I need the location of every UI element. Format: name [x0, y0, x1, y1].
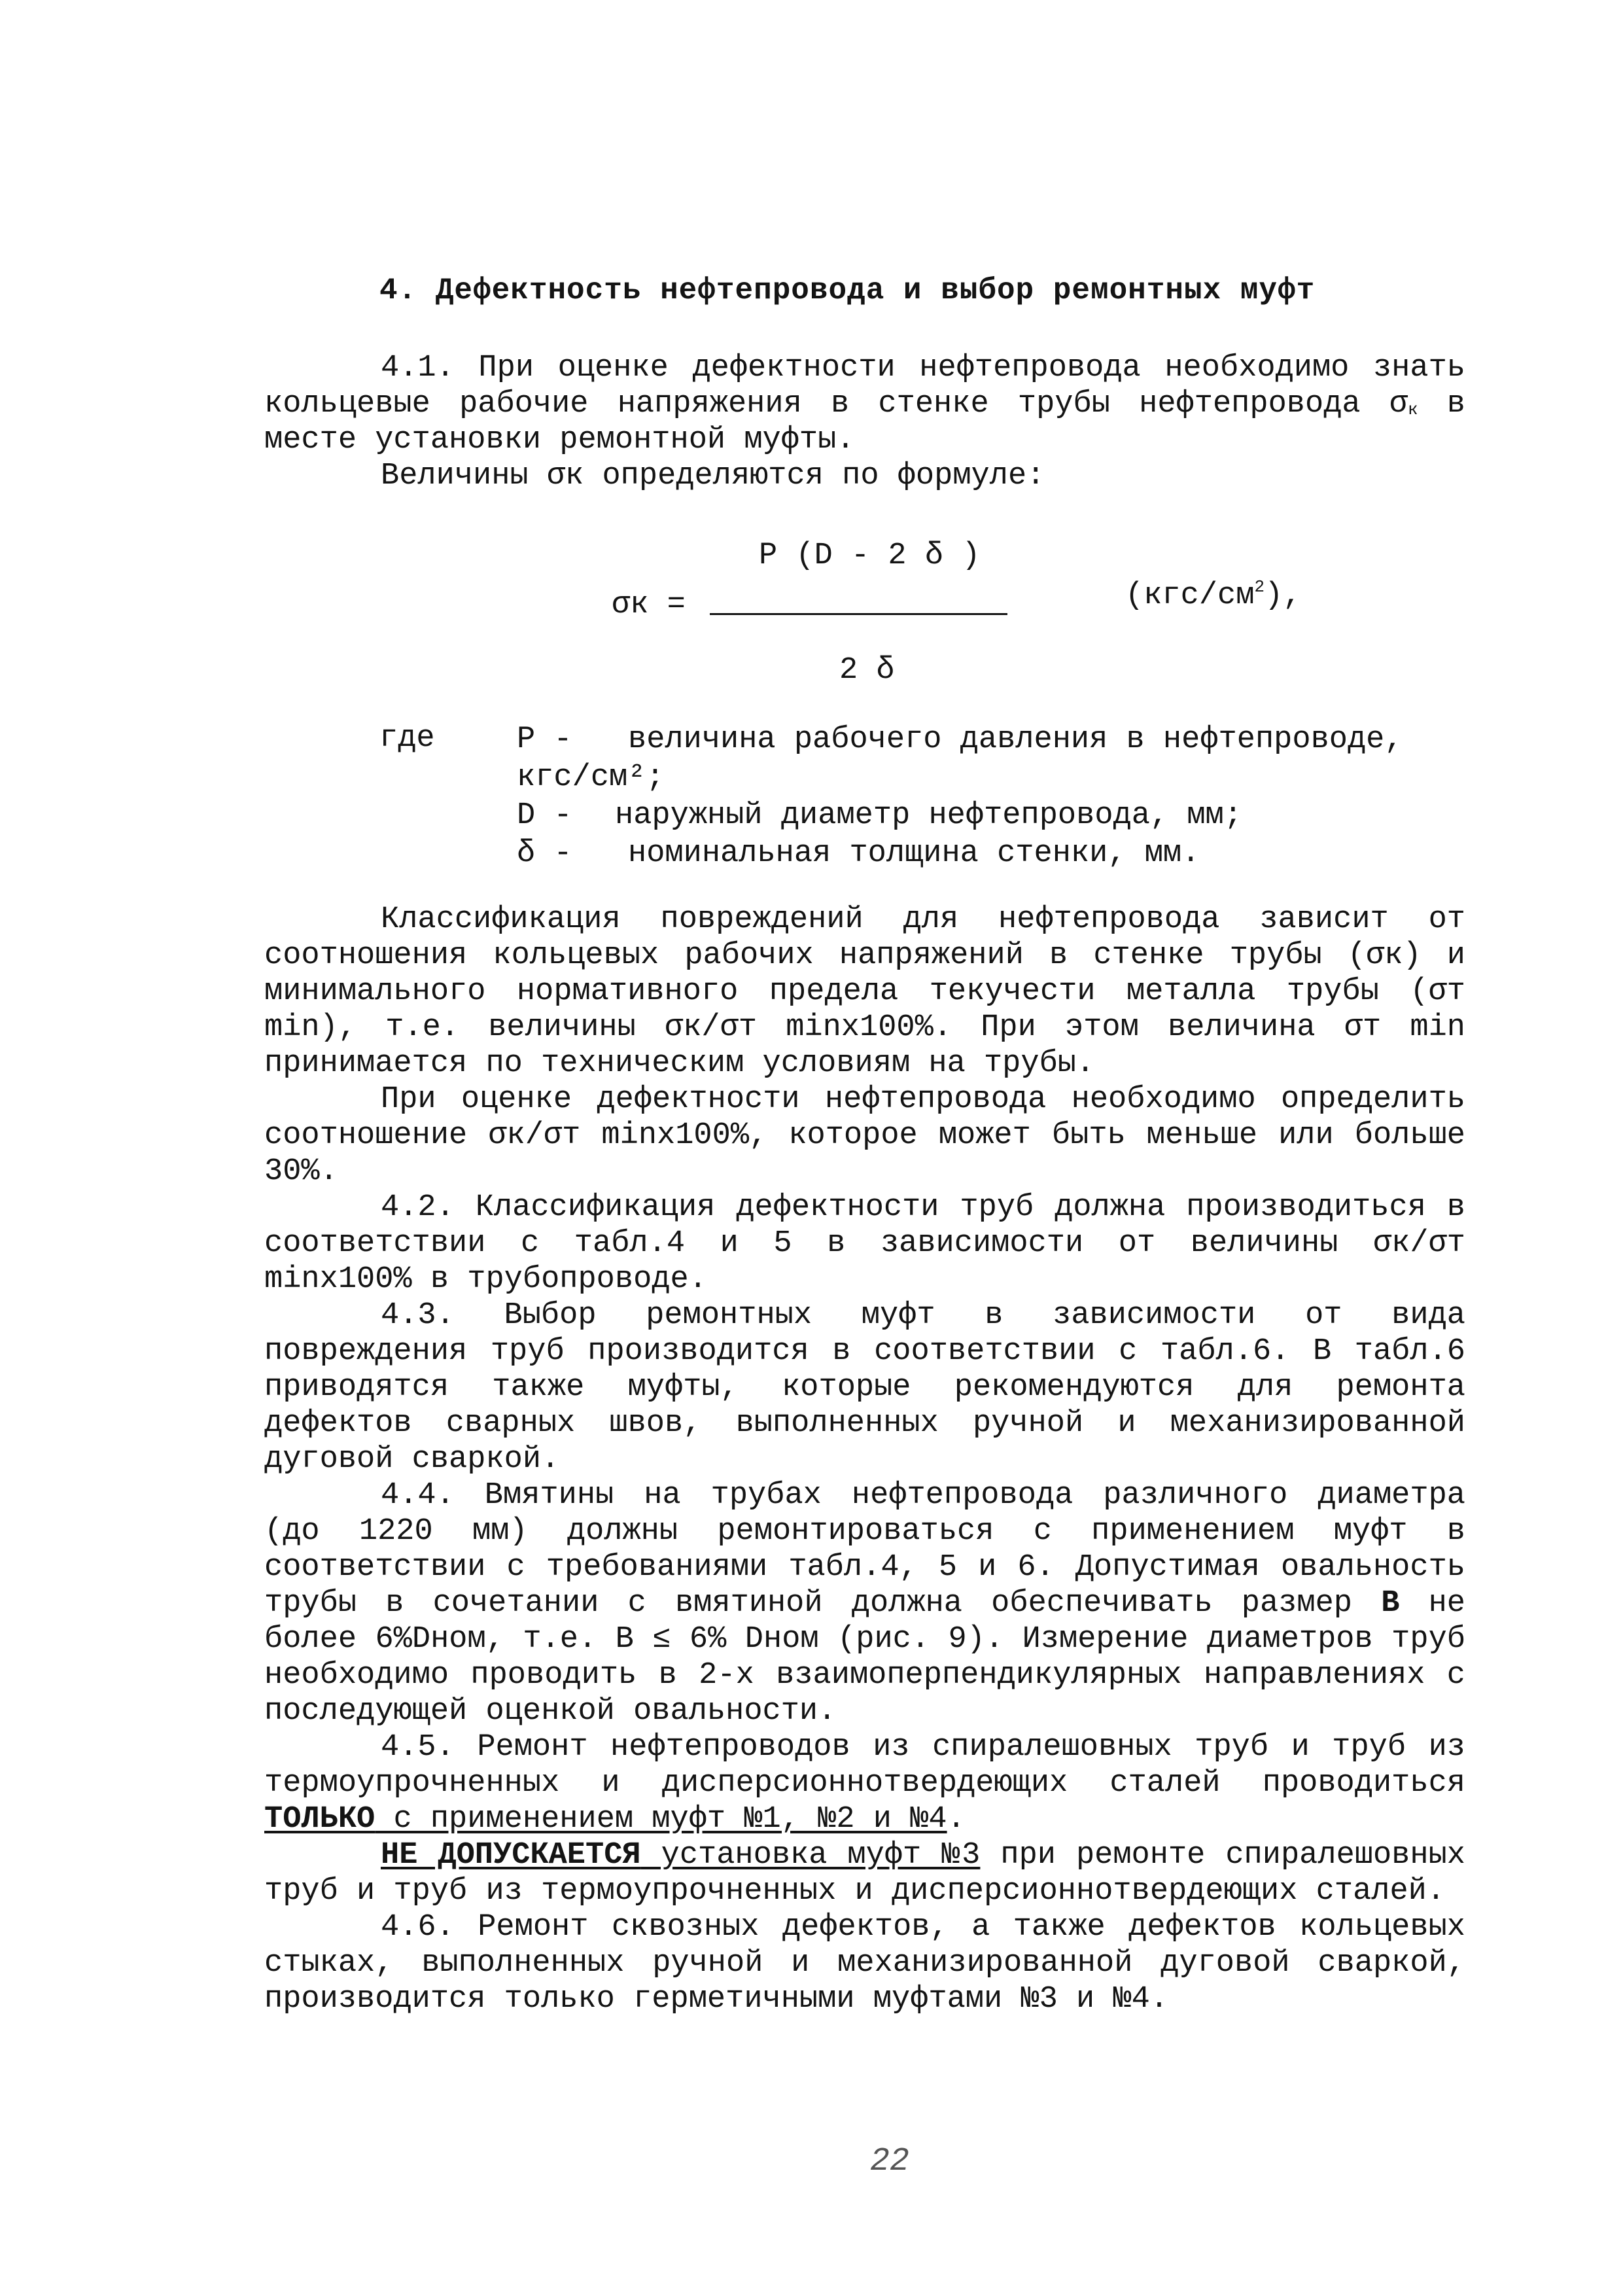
assessment-paragraph: При оценке дефектности нефтепровода необходимо определить соотношение σк/σт minх100%, которое может быть меньше или больше 30%. [264, 1082, 1465, 1189]
definition-p-unit: кгс/см²; [517, 760, 665, 795]
classification-paragraph: Классификация повреждений для нефтепровода зависит от соотношения кольцевых рабочих напряжений в стенке трубы (σк) и минимального нормативного предела текучести металла трубы (σт min), т.е. величины σк/σт minх100%. При этом величина σт min принимается по техническим условиям на трубы. [264, 902, 1465, 1081]
page-number: 22 [870, 2143, 910, 2180]
definition-delta: δ - номинальная толщина стенки, мм. [517, 836, 1200, 871]
formula-intro: Величины σк определяются по формуле: [381, 459, 1045, 493]
paragraph-4-2: 4.2. Классификация дефектности труб должна производиться в соответствии с табл.4 и 5 в зависимости от величины σк/σт minх100% в трубопроводе. [264, 1190, 1465, 1297]
where-label: где [379, 721, 435, 756]
paragraph-4-5: 4.5. Ремонт нефтепроводов из спиралешовных труб и труб из термоупрочненных и дисперсионнотвердеющих сталей проводиться ТОЛЬКО с применением муфт №1, №2 и №4. [264, 1730, 1465, 1837]
formula-unit: $(кгс/см^2)$, [1125, 576, 1302, 613]
not-allowed-paragraph: НЕ ДОПУСКАЕТСЯ установка муфт №3 при ремонте спиралешовных труб и труб из термоупрочненных и дисперсионнотвердеющих сталей. [264, 1838, 1466, 1909]
formula-numerator: P (D - 2 δ ) [759, 539, 981, 573]
paragraph-4-4: 4.4. Вмятины на трубах нефтепровода различного диаметра (до 1220 мм) должны ремонтироваться с применением муфт в соответствии с требованиями табл.4, 5 и 6. Допустимая овальность трубы в сочетании с вмятиной должна обеспечивать размер В не более 6%Dном, т.е. В ≤ 6% Dном (рис. 9). Измерение диаметров труб необходимо проводить в 2-х взаимоперпендикулярных направлениях с последующей оценкой овальности. [264, 1478, 1465, 1729]
paragraph-4-6: 4.6. Ремонт сквозных дефектов, а также дефектов кольцевых стыках, выполненных ручной и механизированной дуговой сваркой, производится только герметичными муфтами №3 и №4. [264, 1910, 1465, 2017]
definition-d: D - наружный диаметр нефтепровода, мм; [517, 798, 1242, 833]
body-text [264, 902, 1465, 2017]
fraction-bar [710, 613, 1007, 615]
definition-p: P - величина рабочего давления в нефтепроводе, [517, 722, 1403, 757]
paragraph-4-1-text: 4.1. При оценке дефектности нефтепровода необходимо знать кольцевые рабочие напряжения в стенке трубы нефтепровода σ [264, 351, 1465, 421]
formula-denominator: 2 δ [839, 653, 895, 688]
formula-lhs: σк = [612, 588, 686, 622]
section-heading: 4. Дефектность нефтепровода и выбор ремонтных муфт [379, 274, 1316, 308]
paragraph-4-1: 4.1. При оценке дефектности нефтепровода необходимо знать кольцевые рабочие напряжения в стенке трубы нефтепровода $\sigma_к$ в месте установки ремонтной муфты. Величины σк определяются по формуле: [264, 351, 1465, 493]
paragraph-4-3: 4.3. Выбор ремонтных муфт в зависимости от вида повреждения труб производится в соответствии с табл.6. В табл.6 приводятся также муфты, которые рекомендуются для ремонта дефектов сварных швов, выполненных ручной и механизированной дуговой сваркой. [264, 1298, 1465, 1477]
variable-definitions [517, 721, 1465, 873]
paragraph-4-1-tail: в месте установки ремонтной муфты. [264, 387, 1465, 457]
